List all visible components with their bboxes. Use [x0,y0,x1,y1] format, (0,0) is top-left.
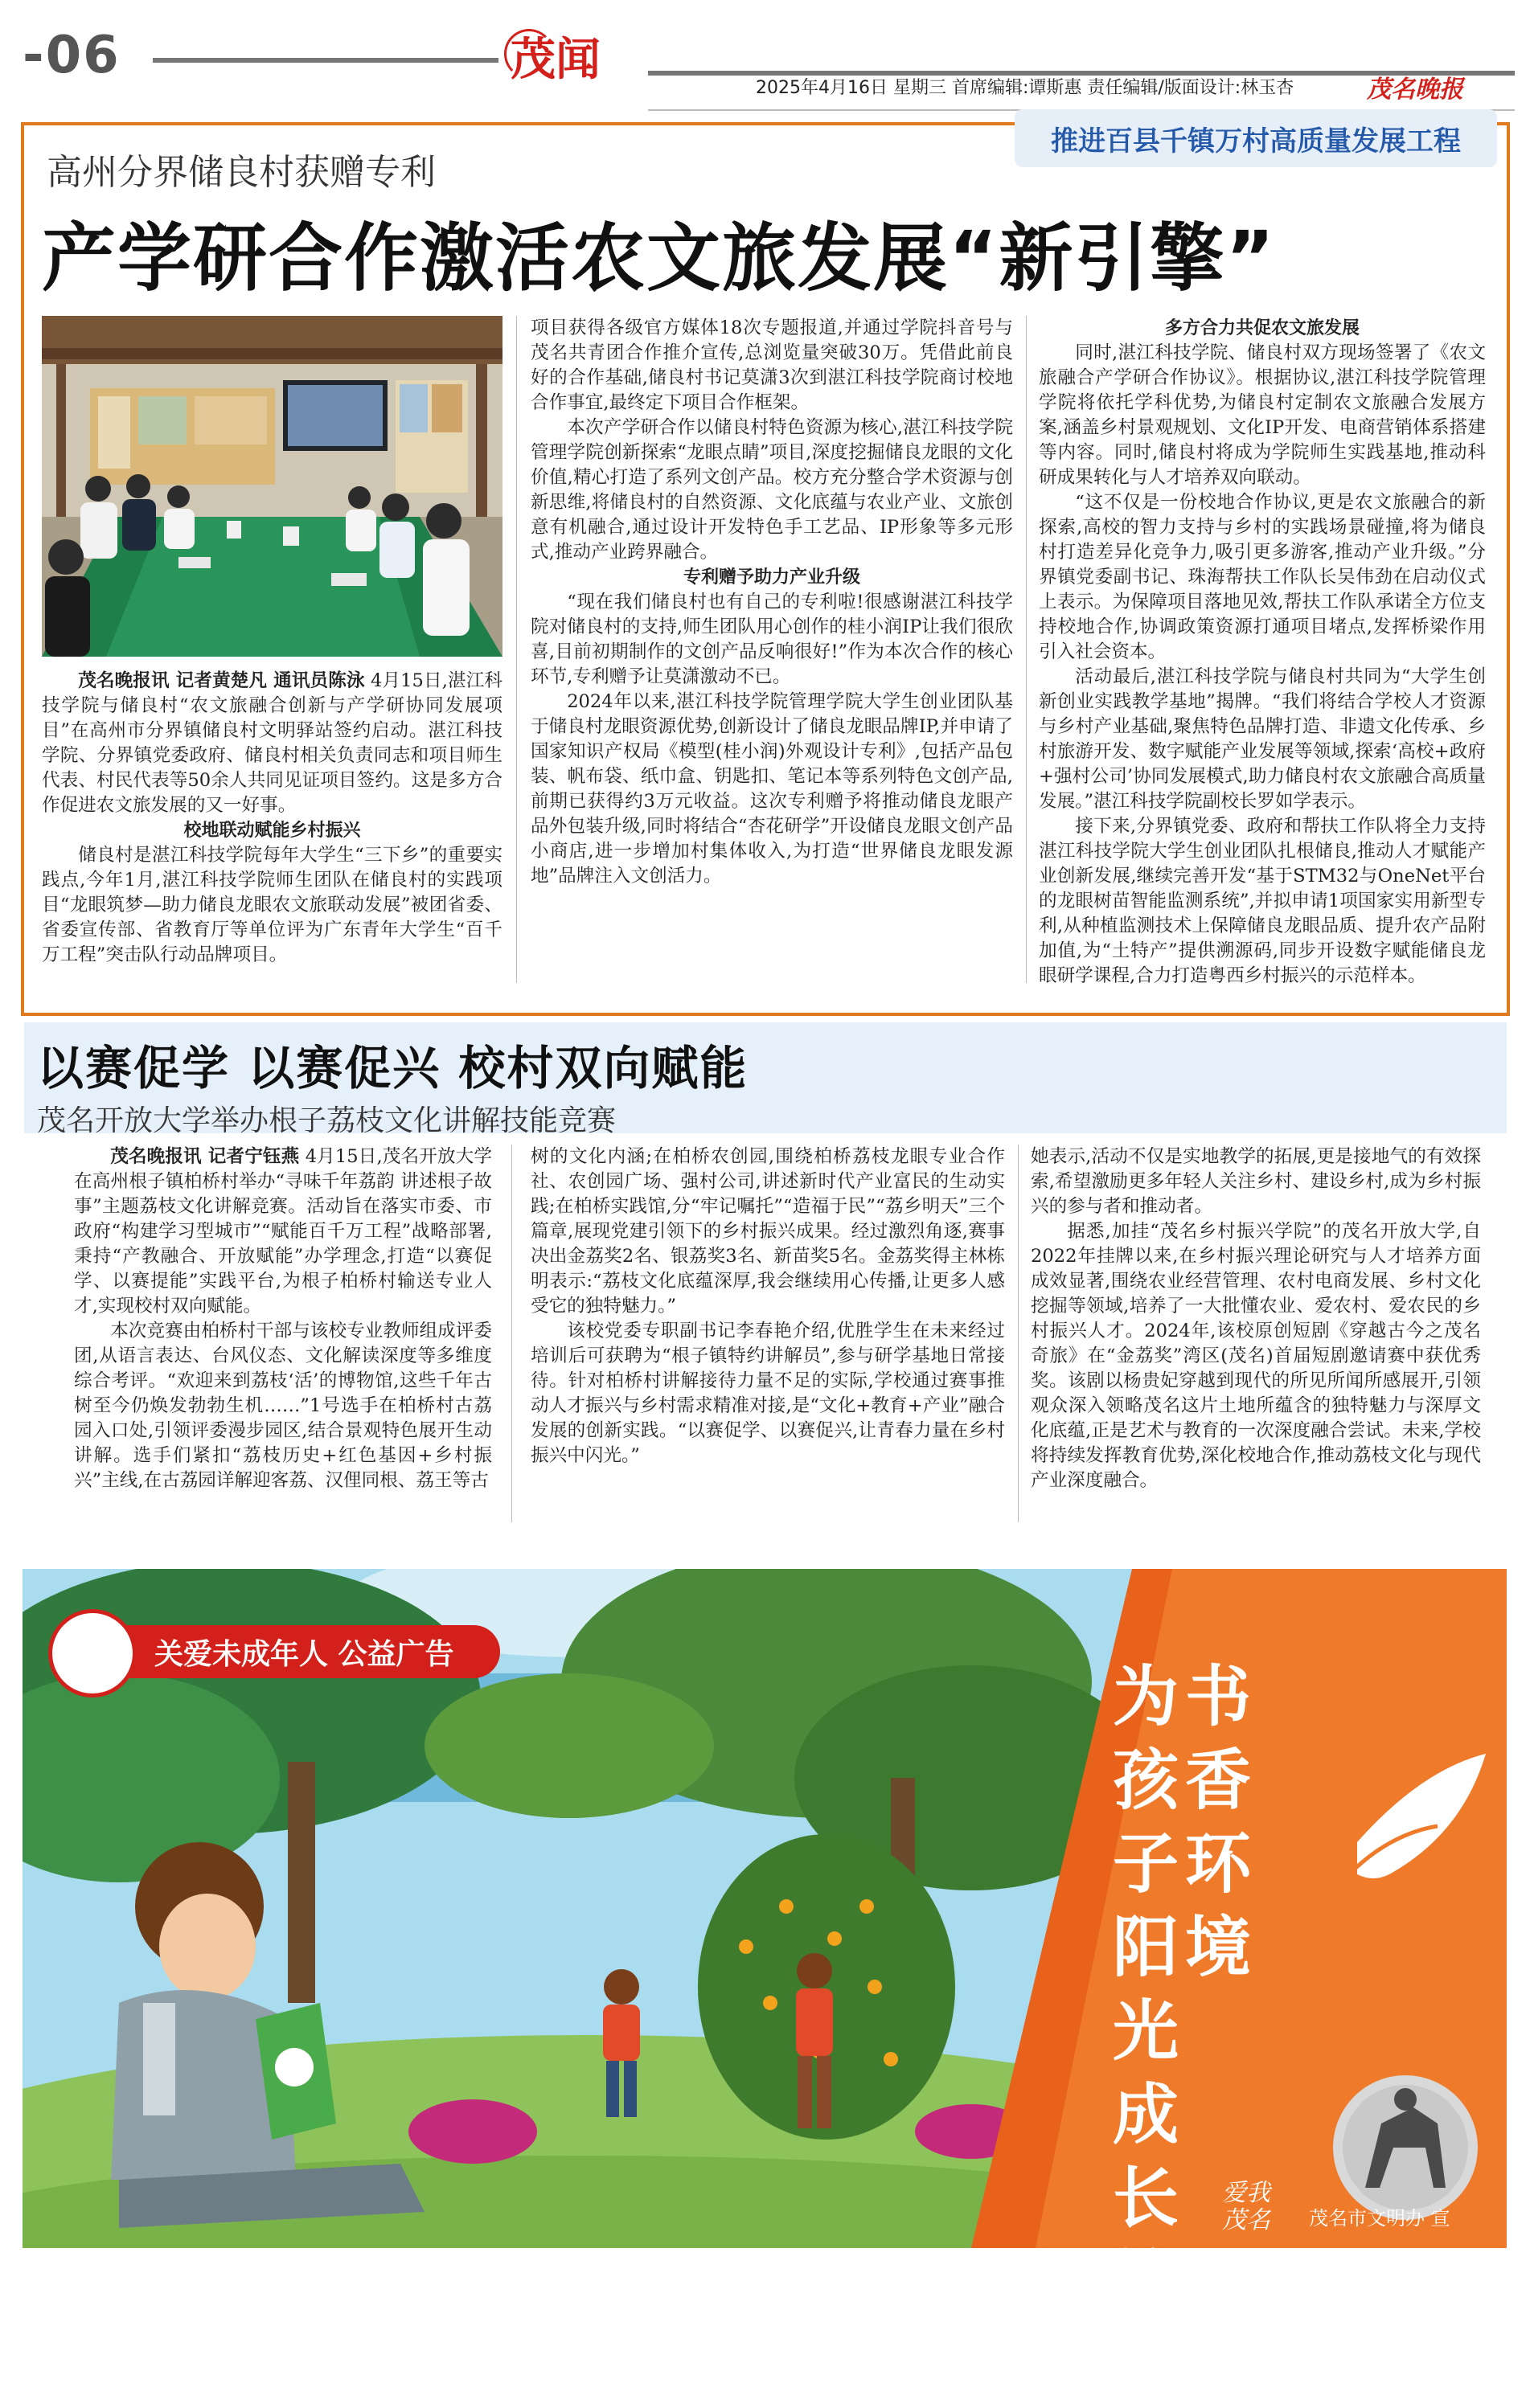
story2-subheadline: 茂名开放大学举办根子荔枝文化讲解技能竞赛 [37,1104,617,1137]
story1-headline: 产学研合作激活农文旅发展“新引擎” [42,215,1276,301]
story1-paragraph: 4月15日,湛江科技学院与储良村“农文旅融合创新与产学研协同发展项目”在高州市分界镇储良村文明驿站签约启动。湛江科技学院、分界镇党委政府、储良村相关负责同志和项目师生代表、村民代表等50余人共同见证项目签约。这是多方合作促进农文旅发展的又一好事。 [42,670,503,816]
story2-paragraph: 本次竞赛由柏桥村干部与该校专业教师组成评委团,从语言表达、台风仪态、文化解读深度等多维度综合考评。“欢迎来到荔枝‘活’的博物馆,这些千年古树至今仍焕发勃勃生机……”1号选手在柏桥村古荔园入口处,引领评委漫步园区,结合景观特色展开生动讲解。选手们紧扣“荔枝历史+红色基因+乡村振兴”主线,在古荔园详解迎客荔、汉俚同根、荔王等古 [74,1321,492,1491]
story1-subheading: 专利赠予助力产业升级 [683,567,860,588]
story1-column-1 [42,669,502,968]
ad-sponsor: 茂名市文明办 宣 [1309,2207,1450,2230]
issue-info: 2025年4月16日 星期三 首席编辑:谭斯惠 责任编辑/版面设计:林玉杏 [756,78,1294,98]
story2-paragraph: 她表示,活动不仅是实地教学的拓展,更是接地气的有效探索,希望激励更多年轻人关注乡村、建设乡村,成为乡村振兴的参与者和推动者。 [1031,1146,1481,1217]
column-rule [1026,316,1027,983]
story2-byline: 茂名晚报讯 记者宁钰燕 [110,1146,300,1167]
story1-paragraph: 活动最后,湛江科技学院与储良村共同为“大学生创新创业实践教学基地”揭牌。“我们将结合学校人才资源与乡村产业基础,聚焦特色品牌打造、非遗文化传承、乡村旅游开发、数字赋能产业发展等领域,探索‘高校+政府+强村公司’协同发展模式,助力储良村农文旅融合高质量发展。”湛江科技学院副校长罗如学表示。 [1039,666,1486,812]
story2-column-2 [531,1145,1005,1468]
ad-emblem-icon [48,1609,137,1697]
story1-paragraph: 储良村是湛江科技学院每年大学生“三下乡”的重要实践点,今年1月,湛江科技学院师生团队在储良村的实践项目“龙眼筑梦—助力储良龙眼农文旅联动发展”被团省委、省委宣传部、省教育厅等单位评为广东青年大学生“百千万工程”突击队行动品牌项目。 [42,845,502,965]
story1-paragraph: 项目获得各级官方媒体18次专题报道,并通过学院抖音号与茂名共青团合作推介宣传,总浏览量突破30万。凭借此前良好的合作基础,储良村书记莫潇3次到湛江科技学院商讨校地合作事宜,最终定下项目合作框架。 [531,317,1013,413]
masthead-logo: 茂名晚报 [1367,76,1463,104]
story2-paragraph: 该校党委专职副书记李春艳介绍,优胜学生在未来经过培训后可获聘为“根子镇特约讲解员”,参与研学基地日常接待。针对柏桥村讲解接待力量不足的实际,学校通过赛事推动人才振兴与乡村需求精准对接,是“文化+教育+产业”融合发展的创新实践。“以赛促学、以赛促兴,让青春力量在乡村振兴中闪光。” [531,1321,1005,1466]
ad-sponsor-script: 爱我茂名 [1222,2179,1270,2234]
story1-byline: 茂名晚报讯 记者黄楚凡 通讯员陈泳 [78,670,365,691]
story1-paragraph: 同时,湛江科技学院、储良村双方现场签署了《农文旅融合产学研合作协议》。根据协议,湛江科技学院管理学院将依托学科优势,为储良村定制农文旅融合发展方案,涵盖乡村景观规划、文化IP开发、电商营销体系搭建等内容。同时,储良村将成为学院师生实践基地,推动科研成果转化与人才培养双向联动。 [1039,342,1486,488]
story1-paragraph: 2024年以来,湛江科技学院管理学院大学生创业团队基于储良村龙眼资源优势,创新设计了储良龙眼品牌IP,并申请了国家知识产权局《模型(桂小润)外观设计专利》,包括产品包装、帆布袋、纸巾盒、钥匙扣、笔记本等系列特色文创产品,前期已获得约3万元收益。这次专利赠予将推动储良龙眼产品外包装升级,同时将结合“杏花研学”开设储良龙眼文创产品小商店,进一步增加村集体收入,为打造“世界储良龙眼发源地”品牌注入文创活力。 [531,691,1013,887]
section-name: 茂闻 [511,24,601,88]
campaign-label: 推进百县千镇万村高质量发展工程 [1051,125,1461,158]
story1-kicker: 高州分界储良村获赠专利 [47,152,436,193]
column-rule [1018,1145,1019,1522]
story1-paragraph: “这不仅是一份校地合作协议,更是农文旅融合的新探索,高校的智力支持与乡村的实践场景碰撞,将为储良村打造差异化竞争力,吸引更多游客,推动产业升级。”分界镇党委副书记、珠海帮扶工作队长吴伟劲在启动仪式上表示。为保障项目落地见效,帮扶工作队承诺全方位支持校地合作,协调政策资源打通项目堵点,发挥桥梁作用引入社会资本。 [1039,492,1486,662]
story1-column-2 [531,316,1013,889]
story1-subheading: 多方合力共促农文旅发展 [1164,318,1360,338]
column-rule [516,316,517,983]
story2-column-1 [74,1145,492,1493]
story1-column-3 [1039,316,1486,989]
story2-headline: 以赛促学 以赛促兴 校村双向赋能 [37,1041,749,1095]
story1-paragraph: 本次产学研合作以储良村特色资源为核心,湛江科技学院管理学院创新探索“龙眼点睛”项目,深度挖掘储良龙眼的文化价值,精心打造了系列文创产品。校方充分整合学术资源与创新思维,将储良村的自然资源、文化底蕴与农业产业、文旅创意有机融合,通过设计开发特色手工艺品、IP形象等多元形式,推动产业跨界融合。 [531,417,1013,563]
ad-ribbon-label: 关爱未成年人 公益广告 [154,1638,454,1671]
story2-paragraph: 4月15日,茂名开放大学在高州根子镇柏桥村举办“寻味千年荔韵 讲述根子故事”主题荔枝文化讲解竞赛。活动旨在落实市委、市政府“构建学习型城市”“赋能百千万工程”战略部署,秉持“产教融合、开放赋能”办学理念,打造“以赛促学、以赛提能”实践平台,为根子柏桥村输送专业人才,实现校村双向赋能。 [74,1146,492,1317]
story1-paragraph: “现在我们储良村也有自己的专利啦!很感谢湛江科技学院对储良村的支持,师生团队用心创作的桂小润IP让我们很欣喜,目前初期制作的文创产品反响很好!”作为本次合作的核心环节,专利赠予让莫潇激动不已。 [531,592,1013,687]
story1-paragraph: 接下来,分界镇党委、政府和帮扶工作队将全力支持湛江科技学院大学生创业团队扎根储良,推动人才赋能产业创新发展,继续完善开发“基于STM32与OneNet平台的龙眼树苗智能监测系统”,并拟申请1项国家实用新型专利,从种植监测技术上保障储良龙眼品质、提升农产品附加值,为“土特产”提供溯源码,同步开设数字赋能储良龙眼研学课程,合力打造粤西乡村振兴的示范样本。 [1039,816,1486,986]
meeting-photo-illustration [42,316,502,657]
ad-slogan-line-2: 为孩子阳光成长护航 [1112,1659,1179,2404]
column-rule [511,1145,512,1522]
header-rule [153,58,498,63]
meeting-photo [42,316,502,657]
story2-paragraph: 据悉,加挂“茂名乡村振兴学院”的茂名开放大学,自2022年挂牌以来,在乡村振兴理论研究与人才培养方面成效显著,围绕农业经营管理、农村电商发展、乡村文化挖掘等领域,培养了一大批懂农业、爱农村、爱农民的乡村振兴人才。2024年,该校原创短剧《穿越古今之茂名奇旅》在“金荔奖”湾区(茂名)首届短剧邀请赛中获优秀奖。该剧以杨贵妃穿越到现代的所见所闻所感展开,引领观众深入领略茂名这片土地所蕴含的独特魅力与深厚文化底蕴,正是艺术与教育的一次深度融合尝试。未来,学校将持续发挥教育优势,深化校地合作,推动荔枝文化与现代产业深度融合。 [1031,1221,1481,1491]
story1-subheading: 校地联动赋能乡村振兴 [183,821,361,841]
story2-paragraph: 树的文化内涵;在柏桥农创园,围绕柏桥荔枝龙眼专业合作社、农创园广场、强村公司,讲述新时代产业富民的生动实践;在柏桥实践馆,分“牢记嘱托”“造福于民”“荔乡明天”三个篇章,展现党建引领下的乡村振兴成果。经过激烈角逐,赛事决出金荔奖2名、银荔奖3名、新苗奖5名。金荔奖得主林栋明表示:“荔枝文化底蕴深厚,我会继续用心传播,让更多人感受它的独特魅力。” [531,1146,1005,1317]
story2-column-3 [1031,1145,1481,1493]
page-number: -06 [23,26,121,85]
ad-slogan-line-1: 书香环境 [1184,1659,1251,1986]
